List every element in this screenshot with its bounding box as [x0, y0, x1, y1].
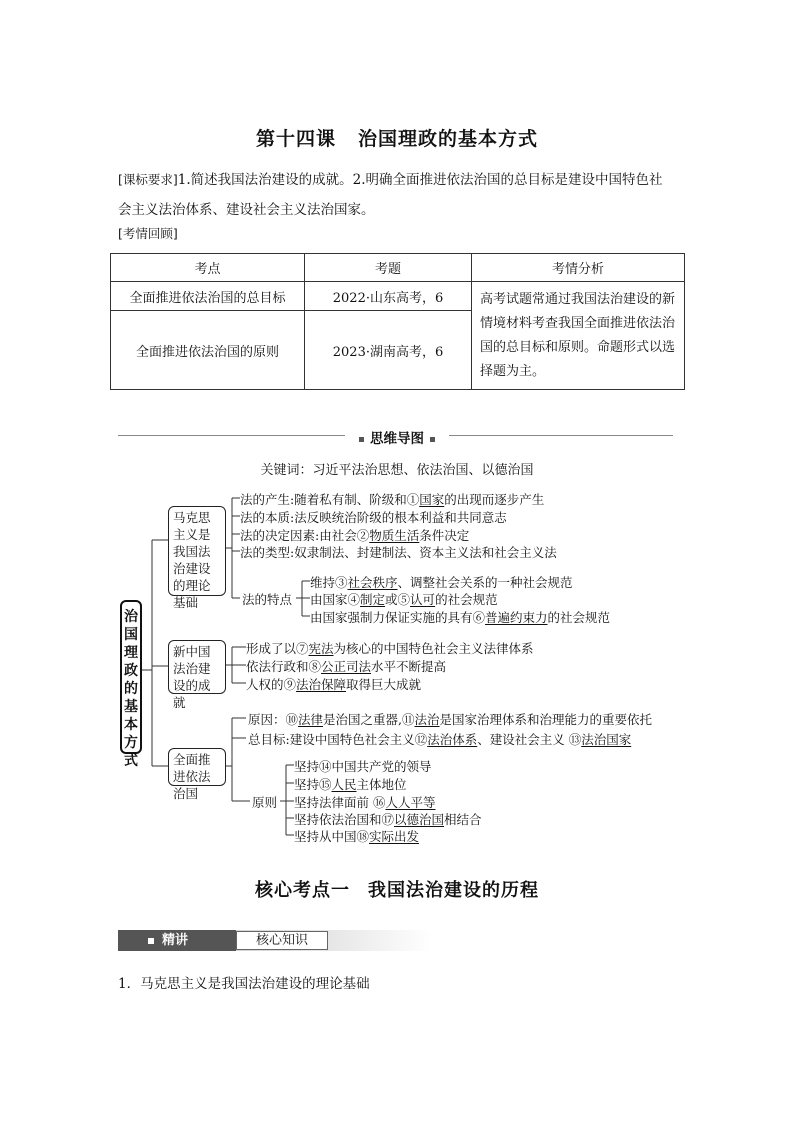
node-reason: 原因：⑩法律是治国之重器,⑪法治是国家治理体系和治理能力的重要依托 — [248, 712, 653, 727]
node-essence-of-law: 法的本质:法反映统治阶级的根本利益和共同意志 — [240, 510, 507, 525]
node-feature-2: 由国家④制定或⑤认可的社会规范 — [310, 592, 498, 607]
table-header: 考点 — [111, 254, 305, 282]
requirements-line-2: 会主义法治体系、建设社会主义法治国家。 — [118, 202, 375, 218]
branch-marxism: 马克思主义是我国法治建设的理论基础 — [168, 506, 226, 596]
requirements-tag: [课标要求] — [118, 172, 178, 187]
node-principle-2: 坚持⑮人民主体地位 — [294, 777, 407, 792]
node-human-rights: 人权的⑨法治保障取得巨大成就 — [246, 677, 422, 692]
node-types-of-law: 法的类型:奴隶制法、封建制法、资本主义法和社会主义法 — [240, 545, 557, 560]
node-principle-5: 坚持从中国⑱实际出发 — [294, 829, 420, 844]
node-principles: 原则 — [252, 795, 278, 810]
node-principle-3: 坚持法律面前 ⑯人人平等 — [294, 795, 436, 810]
keywords: 关键词：习近平法治思想、依法治国、以德治国 — [260, 463, 534, 478]
node-feature-3: 由国家强制力保证实施的具有⑥普遍约束力的社会规范 — [310, 610, 611, 625]
mindmap-root: 治国理政的基本方式 — [120, 600, 142, 754]
node-determinant-of-law: 法的决定因素:由社会②物质生活条件决定 — [240, 528, 470, 543]
band-label-core-knowledge: 核心知识 — [236, 931, 328, 950]
node-legal-system: 形成了以⑦宪法为核心的中国特色社会主义法律体系 — [246, 641, 534, 656]
list-item: 1．马克思主义是我国法治建设的理论基础 — [118, 976, 370, 992]
core-section-title: 核心考点一 我国法治建设的历程 — [255, 880, 539, 901]
table-cell: 2023·湖南高考，6 — [305, 311, 472, 390]
table-cell: 全面推进依法治国的总目标 — [111, 282, 305, 311]
table-cell: 全面推进依法治国的原则 — [111, 311, 305, 390]
analysis-cell: 高考试题常通过我国法治建设的新情境材料考查我国全面推进依法治国的总目标和原则。命题形式以选择题为主。 — [472, 282, 685, 390]
lesson-title: 治国理政的基本方式 — [358, 128, 539, 150]
requirements-line-1: 1.简述我国法治建设的成就。2.明确全面推进依法治国的总目标是建设中国特色社 — [177, 172, 663, 188]
node-feature-1: 维持③社会秩序、调整社会关系的一种社会规范 — [310, 575, 573, 590]
table-header: 考情分析 — [472, 254, 685, 282]
square-bullet-icon — [148, 938, 154, 944]
band-label-explain: 精讲 — [118, 930, 236, 951]
branch-achievements: 新中国法治建设的成就 — [168, 640, 226, 694]
table-cell: 2022·山东高考，6 — [305, 282, 472, 311]
node-features-of-law: 法的特点 — [242, 592, 293, 607]
node-administration: 依法行政和⑧公正司法水平不断提高 — [246, 659, 447, 674]
table-header: 考题 — [305, 254, 472, 282]
node-principle-4: 坚持依法治国和⑰以德治国相结合 — [294, 812, 482, 827]
exam-review-tag: [考情回顾] — [118, 226, 178, 241]
branch-rule-of-law: 全面推进依法治国 — [168, 748, 226, 786]
node-principle-1: 坚持⑭中国共产党的领导 — [294, 759, 432, 774]
lesson-number: 第十四课 — [255, 128, 336, 150]
mindmap-section-title: 思维导图 — [0, 427, 794, 447]
node-origin-of-law: 法的产生:随着私有制、阶级和①国家的出现而逐步产生 — [240, 492, 545, 507]
node-goal: 总目标:建设中国特色社会主义⑫法治体系、建设社会主义 ⑬法治国家 — [248, 732, 632, 747]
